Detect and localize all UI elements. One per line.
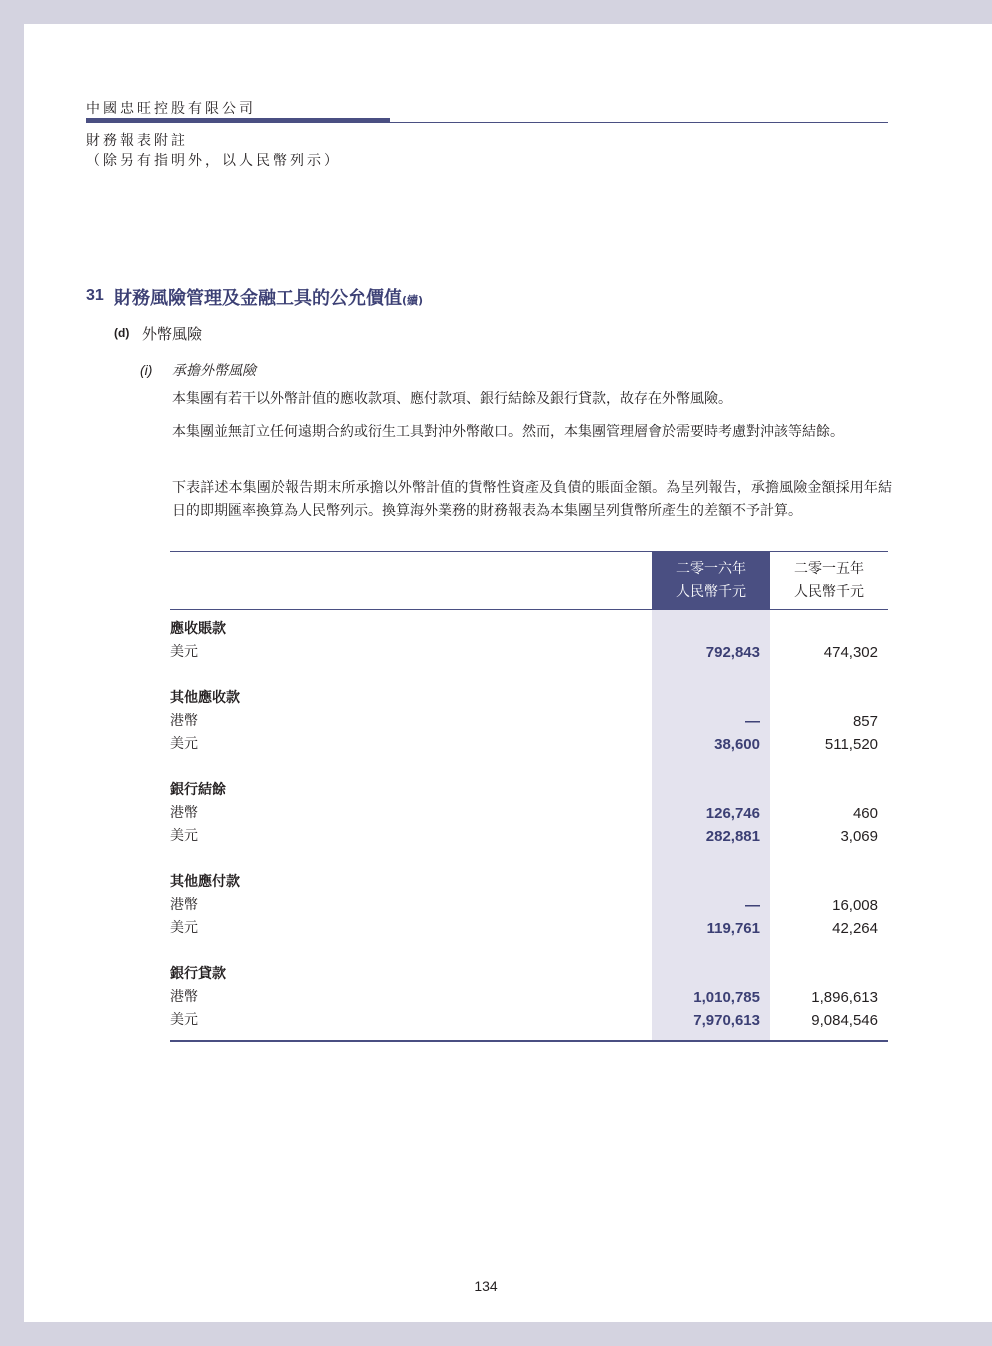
row-label: 港幣 xyxy=(170,989,198,1005)
company-name: 中國忠旺控股有限公司 xyxy=(86,101,256,117)
row-label: 美元 xyxy=(170,920,198,936)
table-category-row xyxy=(170,963,888,986)
column-header-2016-year: 二零一六年 xyxy=(676,561,746,577)
section-number: 31 xyxy=(86,287,104,304)
paragraph-1: 本集團有若干以外幣計值的應收款項、應付款項、銀行結餘及銀行貸款，故存在外幣風險。 xyxy=(172,391,732,407)
value-2015: 511,520 xyxy=(824,736,878,753)
table-row xyxy=(170,894,888,917)
subsection-letter: (d) xyxy=(114,326,130,340)
table-row xyxy=(170,1009,888,1032)
category-label: 銀行貸款 xyxy=(170,966,226,982)
value-2015: 1,896,613 xyxy=(811,989,878,1006)
table-category-row xyxy=(170,779,888,802)
value-2016: — xyxy=(745,713,760,730)
value-2015: 474,302 xyxy=(823,644,878,661)
table-category-row xyxy=(170,687,888,710)
value-2016: 1,010,785 xyxy=(693,989,760,1006)
paragraph-2: 本集團並無訂立任何遠期合約或衍生工具對沖外幣敞口。然而，本集團管理層會於需要時考慮對沖該等結餘。 xyxy=(172,424,844,440)
value-2016: 38,600 xyxy=(714,736,760,753)
table-category-row xyxy=(170,871,888,894)
row-label: 港幣 xyxy=(170,713,198,729)
row-label: 美元 xyxy=(170,736,198,752)
notes-subtitle: （除另有指明外，以人民幣列示） xyxy=(86,153,341,169)
table-row xyxy=(170,986,888,1009)
column-header-2015 xyxy=(770,552,888,609)
column-header-2016-unit: 人民幣千元 xyxy=(676,584,746,600)
value-2016: 792,843 xyxy=(705,644,760,661)
notes-title: 財務報表附註 xyxy=(86,133,188,149)
value-2015: 9,084,546 xyxy=(811,1012,878,1029)
value-2015: 16,008 xyxy=(832,897,878,914)
row-label: 美元 xyxy=(170,644,198,660)
value-2015: 460 xyxy=(852,805,878,822)
value-2015: 857 xyxy=(852,713,878,730)
document-page xyxy=(24,24,992,1322)
value-2016: — xyxy=(745,897,760,914)
table-row xyxy=(170,710,888,733)
paragraph-3: 下表詳述本集團於報告期末所承擔以外幣計值的貨幣性資產及負債的賬面金額。為呈列報告，承擔風險金額採用年結日的即期匯率換算為人民幣列示。換算海外業務的財務報表為本集團呈列貨幣所產生的差額不予計算。 xyxy=(172,480,892,519)
subsection-title: 外幣風險 xyxy=(142,325,203,343)
header-rule xyxy=(390,122,888,123)
column-header-2015-unit: 人民幣千元 xyxy=(794,584,864,600)
table-bottom-rule xyxy=(170,1040,888,1042)
row-label: 港幣 xyxy=(170,897,198,913)
column-header-2015-year: 二零一五年 xyxy=(794,561,864,577)
category-label: 其他應收款 xyxy=(170,690,240,706)
value-2015: 3,069 xyxy=(840,828,878,845)
value-2016: 7,970,613 xyxy=(693,1012,760,1029)
row-label: 美元 xyxy=(170,1012,198,1028)
category-label: 其他應付款 xyxy=(170,874,240,890)
header-accent-bar xyxy=(86,118,390,123)
table-row xyxy=(170,917,888,940)
row-label: 港幣 xyxy=(170,805,198,821)
section-title xyxy=(114,284,423,310)
table-row xyxy=(170,825,888,848)
row-label: 美元 xyxy=(170,828,198,844)
value-2016: 126,746 xyxy=(705,805,760,822)
section-title-text: 財務風險管理及金融工具的公允價值 xyxy=(114,288,402,309)
item-number: (i) xyxy=(140,362,153,378)
item-title: 承擔外幣風險 xyxy=(172,363,256,379)
column-header-2016 xyxy=(652,552,770,609)
table-header-rule xyxy=(170,609,888,610)
section-continued: (續) xyxy=(402,294,424,307)
table-row xyxy=(170,733,888,756)
value-2015: 42,264 xyxy=(832,920,878,937)
category-label: 應收賬款 xyxy=(170,621,226,637)
table-row xyxy=(170,802,888,825)
value-2016: 282,881 xyxy=(705,828,760,845)
table-row xyxy=(170,641,888,664)
value-2016: 119,761 xyxy=(706,920,760,937)
category-label: 銀行結餘 xyxy=(170,782,226,798)
table-category-row xyxy=(170,618,888,641)
page-number: 134 xyxy=(474,1278,498,1294)
